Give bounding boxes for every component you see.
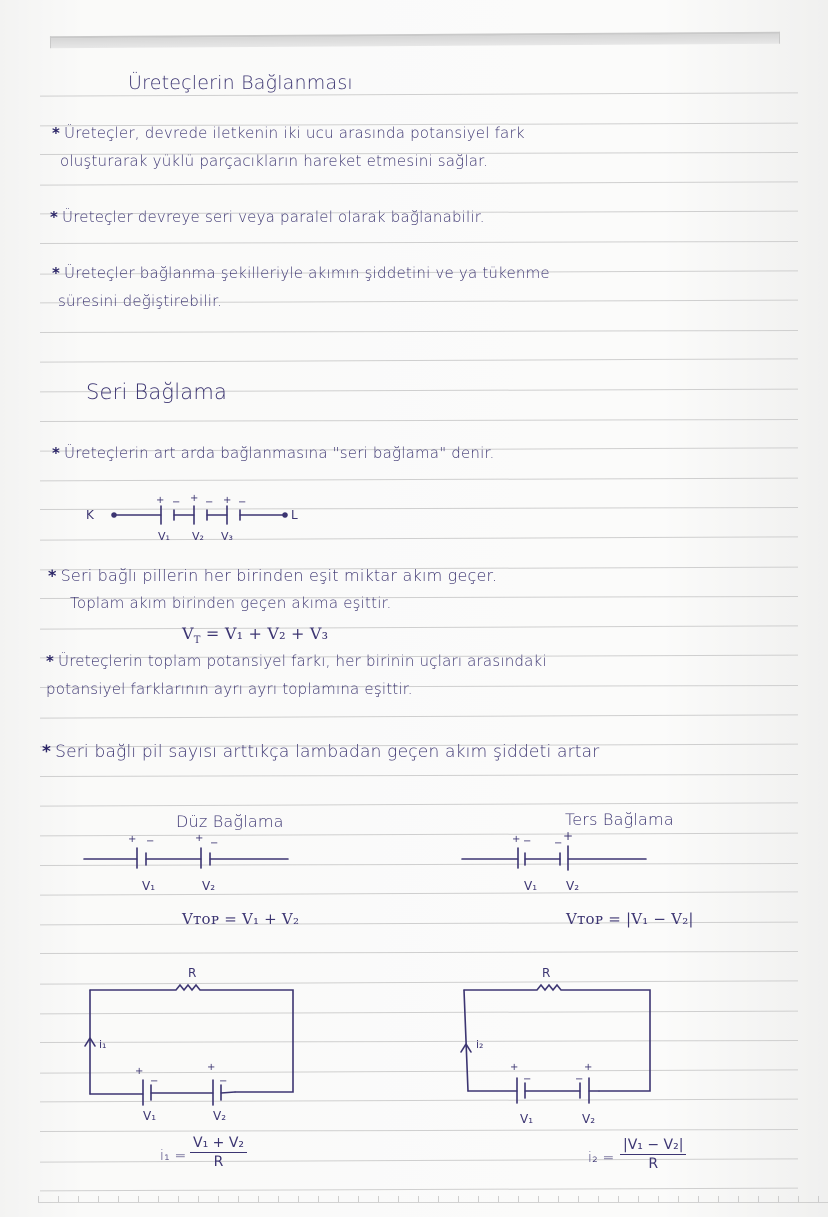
ruled-line: [40, 358, 798, 362]
text: Seri bağlı pillerin her birinden eşit miktar akım geçer.: [60, 566, 498, 585]
ruled-line: [40, 774, 798, 777]
cell-label-v2: V₂: [566, 879, 580, 893]
paragraph-2: [50, 208, 485, 226]
cell-label-v1: V₁: [520, 1112, 534, 1126]
cell-label-v2: V₂: [582, 1112, 596, 1126]
top-binding-edge: [50, 32, 780, 48]
page-title: Üreteçlerin Bağlanması: [128, 72, 353, 94]
minus-sign: −: [575, 1074, 584, 1085]
numerator: V₁ + V₂: [190, 1135, 247, 1153]
cell-label-v1: V₁: [158, 530, 170, 543]
current-statement-line-2: Toplam akım birinden geçen akıma eşittir.: [70, 594, 392, 612]
plus-sign: +: [223, 495, 232, 506]
paragraph-1-line-1: [52, 124, 525, 142]
ruled-line: [40, 1129, 798, 1132]
bullet-star-icon: *: [50, 208, 59, 226]
i1-fraction: [190, 1135, 247, 1170]
series-cells-diagram: [80, 494, 320, 544]
minus-sign: −: [523, 1074, 532, 1085]
bullet-star-icon: *: [46, 652, 55, 670]
current-statement-line-1: [48, 566, 497, 585]
direct-connection-title: Düz Bağlama: [176, 812, 284, 831]
reverse-connection-title: Ters Bağlama: [565, 810, 674, 829]
plus-sign: +: [135, 1066, 144, 1077]
cell-label-v1: V₁: [524, 879, 538, 893]
cell-label-v1: V₁: [142, 879, 156, 893]
minus-sign: −: [146, 836, 155, 847]
plus-sign: +: [512, 834, 521, 845]
paragraph-3-line-2: süresini değiştirebilir.: [58, 292, 223, 310]
ruled-line: [40, 1188, 798, 1192]
text: Üreteçlerin art arda bağlanmasına "seri bağlama" denir.: [64, 444, 495, 462]
bottom-ruler-edge: [38, 1196, 828, 1203]
potential-statement-line-1: [46, 652, 547, 670]
cell-label-v1: V₁: [143, 1109, 157, 1123]
text: Üreteçler bağlanma şekilleriyle akımın şiddetini ve ya tükenme: [64, 264, 550, 282]
i2-fraction: [620, 1137, 686, 1172]
text: Seri bağlı pil sayısı arttıkça lambadan geçen akım şiddeti artar: [55, 742, 600, 762]
bullet-star-icon: *: [52, 264, 61, 282]
current-label-i1: i₁: [99, 1038, 107, 1051]
paragraph-3-line-1: [52, 264, 550, 282]
reverse-circuit: [462, 960, 672, 1126]
ruled-line: [40, 241, 798, 244]
numerator: |V₁ − V₂|: [620, 1137, 686, 1155]
direct-circuit: [88, 960, 298, 1123]
minus-sign: −: [205, 497, 214, 508]
series-definition: [52, 444, 494, 462]
bullet-star-icon: *: [42, 742, 52, 762]
direct-total-formula: Vᴛᴏᴘ = V₁ + V₂: [182, 910, 300, 928]
ruled-line: [40, 625, 798, 629]
resistor-label: R: [188, 966, 197, 980]
minus-sign: −: [523, 836, 532, 847]
text: Üreteçler devreye seri veya paralel olarak bağlanabilir.: [62, 208, 485, 226]
cell-label-v2: V₂: [213, 1109, 227, 1123]
potential-statement-line-2: potansiyel farklarının ayrı ayrı toplamına eşittir.: [46, 680, 413, 698]
denominator: R: [648, 1156, 659, 1172]
ruled-line: [40, 714, 798, 718]
direct-connection-diagram: [84, 830, 294, 893]
lamp-statement: [42, 742, 599, 762]
section-title: Seri Bağlama: [86, 380, 228, 404]
reverse-total-formula: Vᴛᴏᴘ = |V₁ − V₂|: [566, 910, 694, 928]
plus-sign: +: [128, 834, 137, 845]
plus-sign: +: [156, 495, 165, 506]
subscript-t: T: [193, 635, 201, 647]
ruled-line: [40, 419, 798, 422]
rhs: = V₁ + V₂ + V₃: [200, 624, 329, 643]
text: Üreteçlerin toplam potansiyel farkı, her birinin uçları arasındaki: [58, 652, 547, 670]
i1-lhs: i₁ =: [160, 1148, 187, 1164]
current-label-i2: i₂: [476, 1038, 484, 1051]
v: V: [182, 624, 194, 643]
terminal-k-label: K: [86, 508, 94, 522]
bullet-star-icon: *: [48, 566, 57, 585]
plus-sign: +: [584, 1062, 593, 1073]
ruled-line: [40, 478, 798, 482]
plus-sign: +: [190, 493, 199, 504]
bullet-star-icon: *: [52, 124, 61, 142]
ruled-line: [40, 802, 798, 806]
minus-sign: −: [238, 497, 247, 508]
plus-sign: +: [195, 833, 204, 844]
terminal-l-label: L: [291, 508, 298, 522]
minus-sign: −: [172, 497, 181, 508]
ruled-line: [40, 181, 798, 185]
cell-label-v2: V₂: [202, 879, 216, 893]
total-voltage-formula: [182, 624, 328, 646]
bullet-star-icon: *: [52, 444, 61, 462]
i2-lhs: i₂ =: [588, 1150, 615, 1166]
resistor-label: R: [542, 966, 551, 980]
text: Üreteçler, devrede iletkenin iki ucu arasında potansiyel fark: [64, 124, 525, 142]
minus-sign: −: [210, 838, 219, 849]
cell-label-v3: V₃: [221, 530, 233, 543]
minus-sign: −: [219, 1076, 228, 1087]
plus-sign: +: [563, 829, 574, 843]
plus-sign: +: [510, 1062, 519, 1073]
cell-label-v2: V₂: [192, 530, 204, 543]
minus-sign: −: [150, 1076, 159, 1087]
denominator: R: [213, 1154, 224, 1170]
paragraph-1-line-2: oluşturarak yüklü parçacıkların hareket etmesini sağlar.: [60, 152, 489, 170]
ruled-line: [40, 330, 798, 333]
reverse-connection-diagram: [462, 829, 662, 893]
minus-sign: −: [554, 838, 563, 849]
ruled-line: [40, 951, 798, 954]
plus-sign: +: [207, 1062, 216, 1073]
